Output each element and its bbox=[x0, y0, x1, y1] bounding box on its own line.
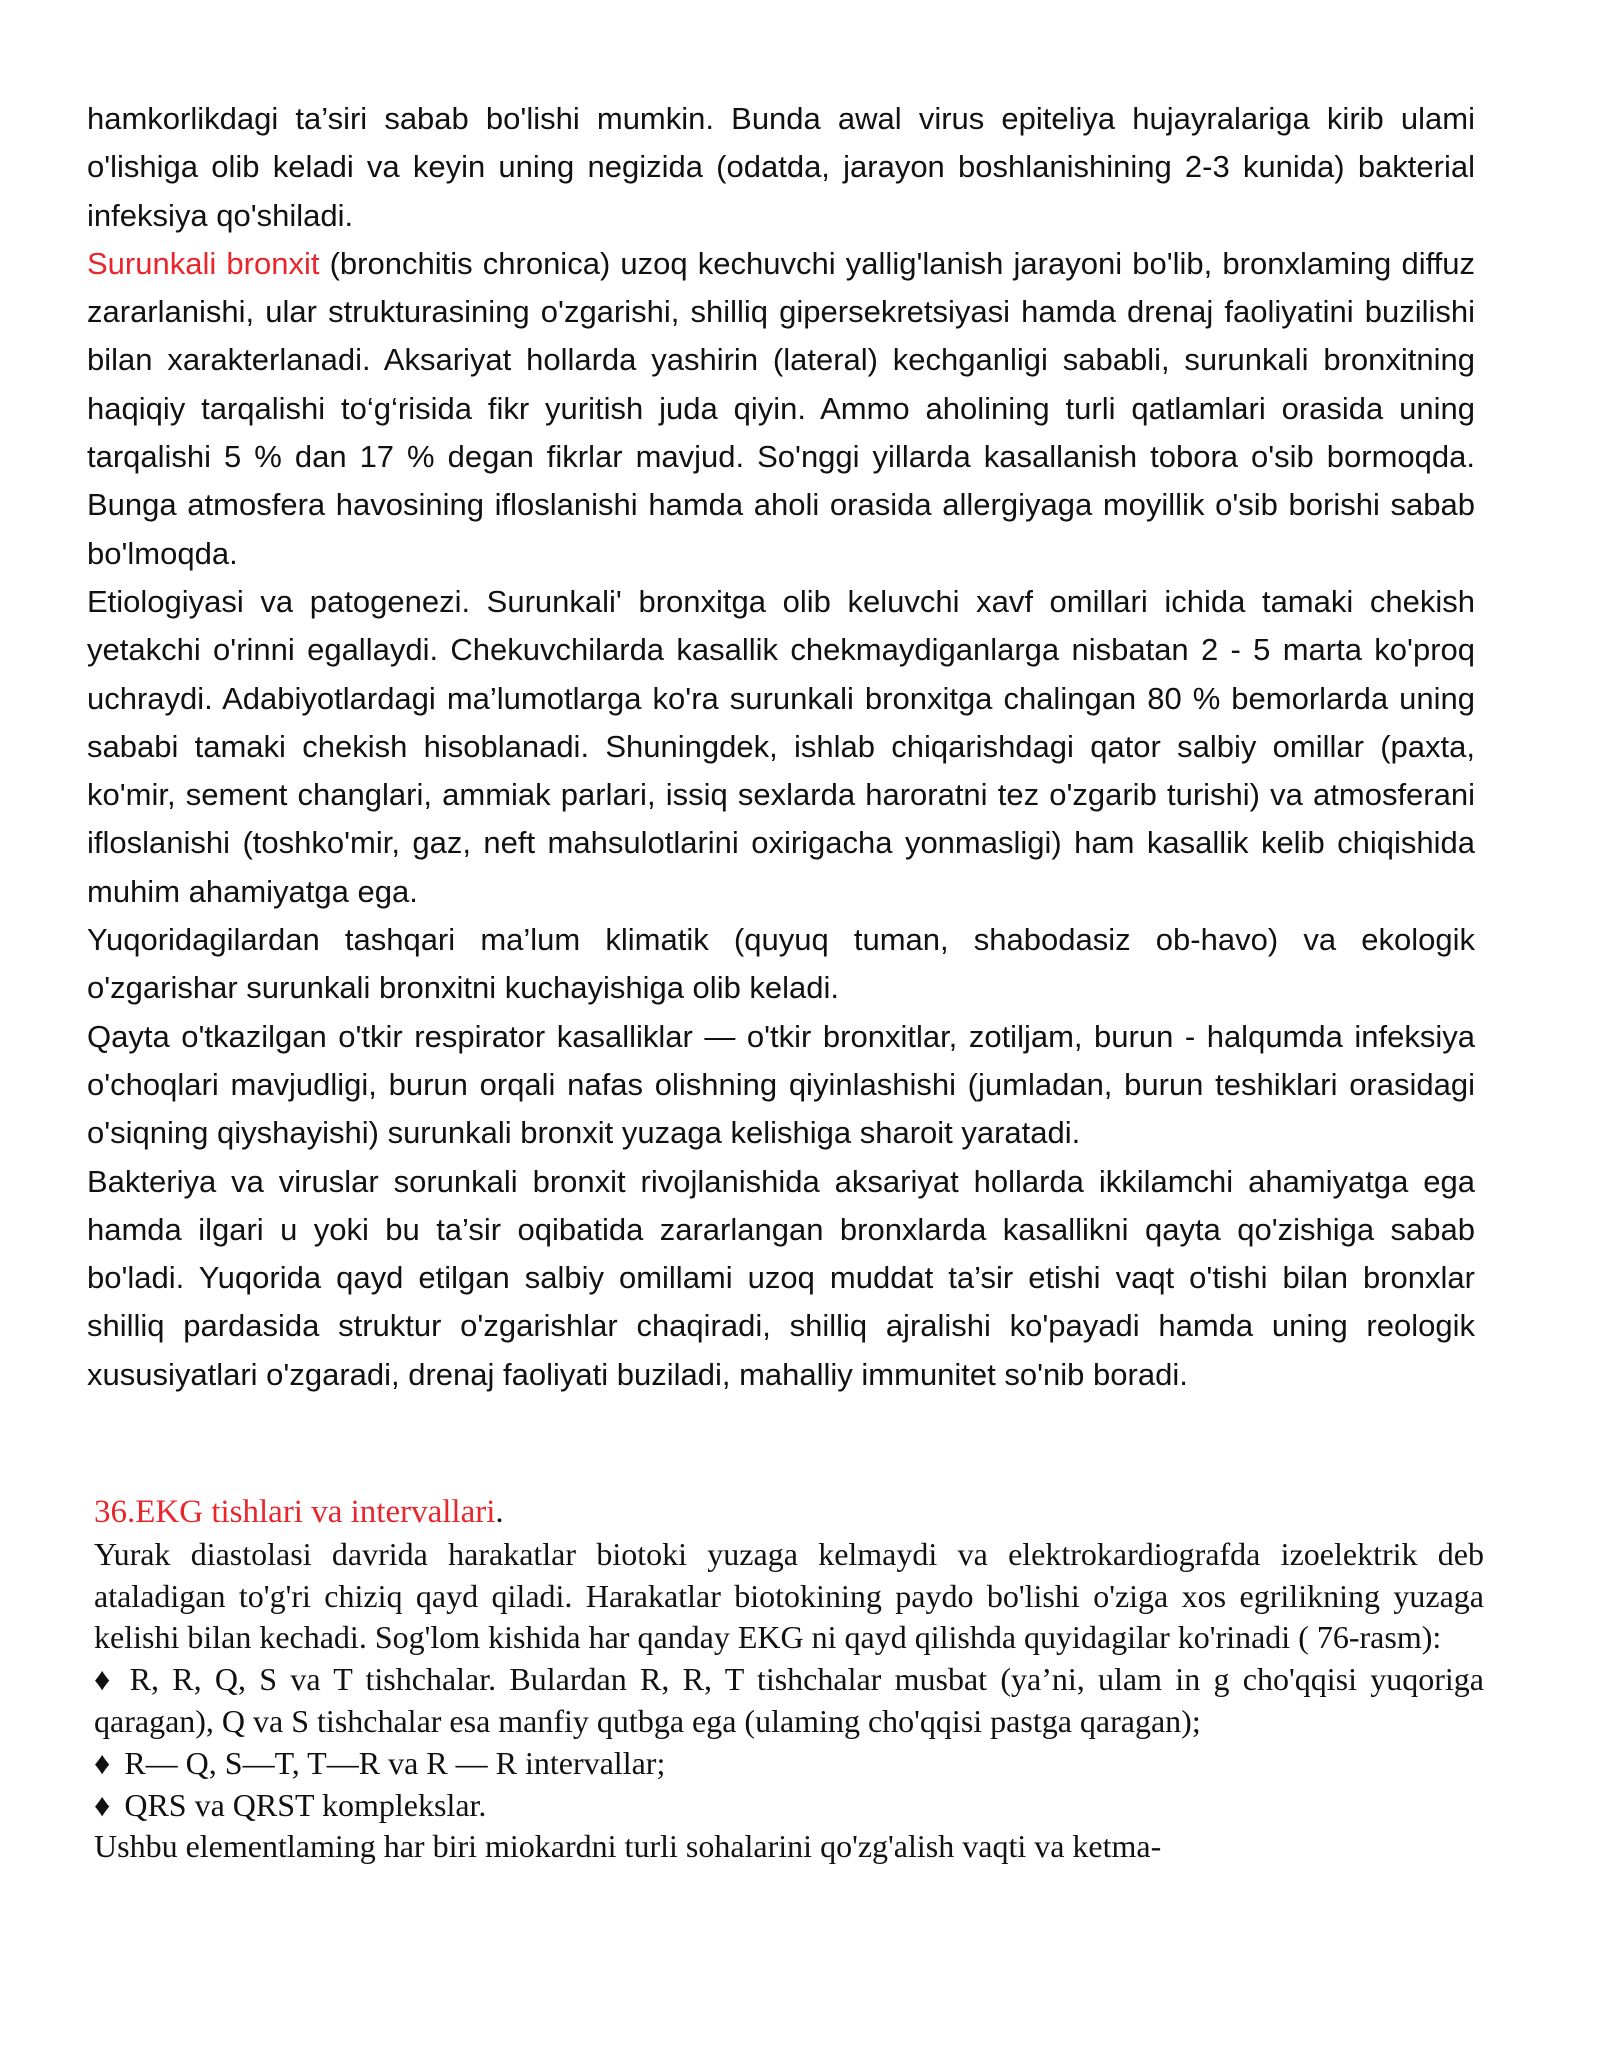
diamond-bullet-icon: ♦ bbox=[94, 1744, 111, 1781]
paragraph-bacteria-viruses: Bakteriya va viruslar sorunkali bronxit rivojlanishida aksariyat hollarda ikkilamchi ahamiyatga ega hamda ilgari u yoki bu ta’sir oqibatida zararlangan bronxlarda kasallikni qayta qo'zishiga sabab bo'ladi. Yuqorida qayd etilgan salbiy omillami uzoq muddat ta’sir etishi vaqt o'tishi bilan bronxlar shilliq pardasida struktur o'zgarishlar chaqiradi, shilliq ajralishi ko'payadi hamda uning reologik xususiyatlari o'zgaradi, drenaj faoliyati buziladi, mahalliy immunitet so'nib boradi. bbox=[87, 1163, 1475, 1392]
ekg-continuation-line: Ushbu elementlaming har biri miokardni turli sohalarini qo'zg'alish vaqti va ketma- bbox=[94, 1828, 1162, 1865]
diamond-bullet-icon: ♦ bbox=[94, 1786, 111, 1823]
section-heading: 36.EKG tishlari va intervallari. bbox=[94, 1494, 504, 1530]
ekg-intro-paragraph: Yurak diastolasi davrida harakatlar biotoki yuzaga kelmaydi va elektrokardiografda izoelektrik deb ataladigan to'g'ri chiziq qayd qiladi. Harakatlar biotokining paydo bo'lishi o'ziga xos egrilikning yuzaga kelishi bilan kechadi. Sog'lom kishida har qanday EKG ni qayd qilishda quyidagilar ko'rinadi ( 76-rasm): bbox=[94, 1535, 1484, 1656]
paragraph-chronic-bronchitis bbox=[87, 240, 1475, 578]
bullet-item bbox=[94, 1659, 1484, 1743]
sans-text-block bbox=[87, 95, 1475, 1399]
paragraph-respiratory-diseases: Qayta o'tkazilgan o'tkir respirator kasalliklar — o'tkir bronxitlar, zotiljam, burun - halqumda infeksiya o'choqlari mavjudligi, burun orqali nafas olishning qiyinlashishi (jumladan, burun teshiklari orasidagi o'siqning qiyshayishi) surunkali bronxit yuzaga kelishiga sharoit yaratadi. bbox=[87, 1018, 1475, 1151]
bullet-text: R, R, Q, S va T tishchalar. Bulardan R, R, T tishchalar musbat (ya’ni, ulam in g cho'qqisi yuqoriga qaragan), Q va S tishchalar esa manfiy qutbga ega (ulaming cho'qqisi pastga qaragan); bbox=[94, 1661, 1485, 1739]
diamond-bullet-icon: ♦ bbox=[94, 1661, 116, 1698]
paragraph-etiology: Etiologiyasi va patogenezi. Surunkali' bronxitga olib keluvchi xavf omillari ichida tamaki chekish yetakchi o'rinni egallaydi. Chekuvchilarda kasallik chekmaydiganlarga nisbatan 2 - 5 marta ko'proq uchraydi. Adabiyotlardagi ma’lumotlarga ko'ra surunkali bronxitga chalingan 80 % bemorlarda uning sababi tamaki chekish hisoblanadi. Shuningdek, ishlab chiqarishdagi qator salbiy omillar (paxta, ko'mir, sement changlari, ammiak parlari, issiq sexlarda haroratni tez o'zgarib turishi) va atmosferani ifloslanishi (toshko'mir, gaz, neft mahsulotlarini oxirigacha yonmasligi) ham kasallik kelib chiqishida muhim ahamiyatga ega. bbox=[87, 583, 1475, 909]
ekg-section bbox=[94, 1492, 1484, 1868]
paragraph-chronic-bronchitis-body: (bronchitis chronica) uzoq kechuvchi yallig'lanish jarayoni bo'lib, bronxlaming diffuz zararlanishi, ular strukturasining o'zgarishi, shilliq gipersekretsiyasi hamda drenaj faoliyatini buzilishi bilan xarakterlanadi. Aksariyat hollarda yashirin (lateral) kechganligi sababli, surunkali bronxitning haqiqiy tarqalishi to‘g‘risida fikr yuritish juda qiyin. Ammo aholining turli qatlamlari orasida uning tarqalishi 5 % dan 17 % degan fikrlar mavjud. So'nggi yillarda kasallanish tobora o'sib bormoqda. Bunga atmosfera havosining ifloslanishi hamda aholi orasida allergiyaga moyillik o'sib borishi sabab bo'lmoqda. bbox=[87, 245, 1475, 571]
bullet-text: R— Q, S—T, T—R va R — R intervallar; bbox=[124, 1744, 666, 1781]
bullet-item bbox=[94, 1785, 1484, 1827]
bullet-text: QRS va QRST komplekslar. bbox=[124, 1786, 487, 1823]
paragraph-climate-factors: Yuqoridagilardan tashqari ma’lum klimatik (quyuq tuman, shabodasiz ob-havo) va ekologik o'zgarishar surunkali bronxitni kuchayishiga olib keladi. bbox=[87, 922, 1475, 1006]
term-chronic-bronchitis: Surunkali bronxit bbox=[87, 245, 320, 281]
bullet-item bbox=[94, 1743, 1484, 1785]
paragraph-infection-intro: hamkorlikdagi ta’siri sabab bo'lishi mumkin. Bunda awal virus epiteliya hujayralariga kirib ulami o'lishiga olib keladi va keyin uning negizida (odatda, jarayon boshlanishining 2-3 kunida) bakterial infeksiya qo'shiladi. bbox=[87, 101, 1475, 233]
